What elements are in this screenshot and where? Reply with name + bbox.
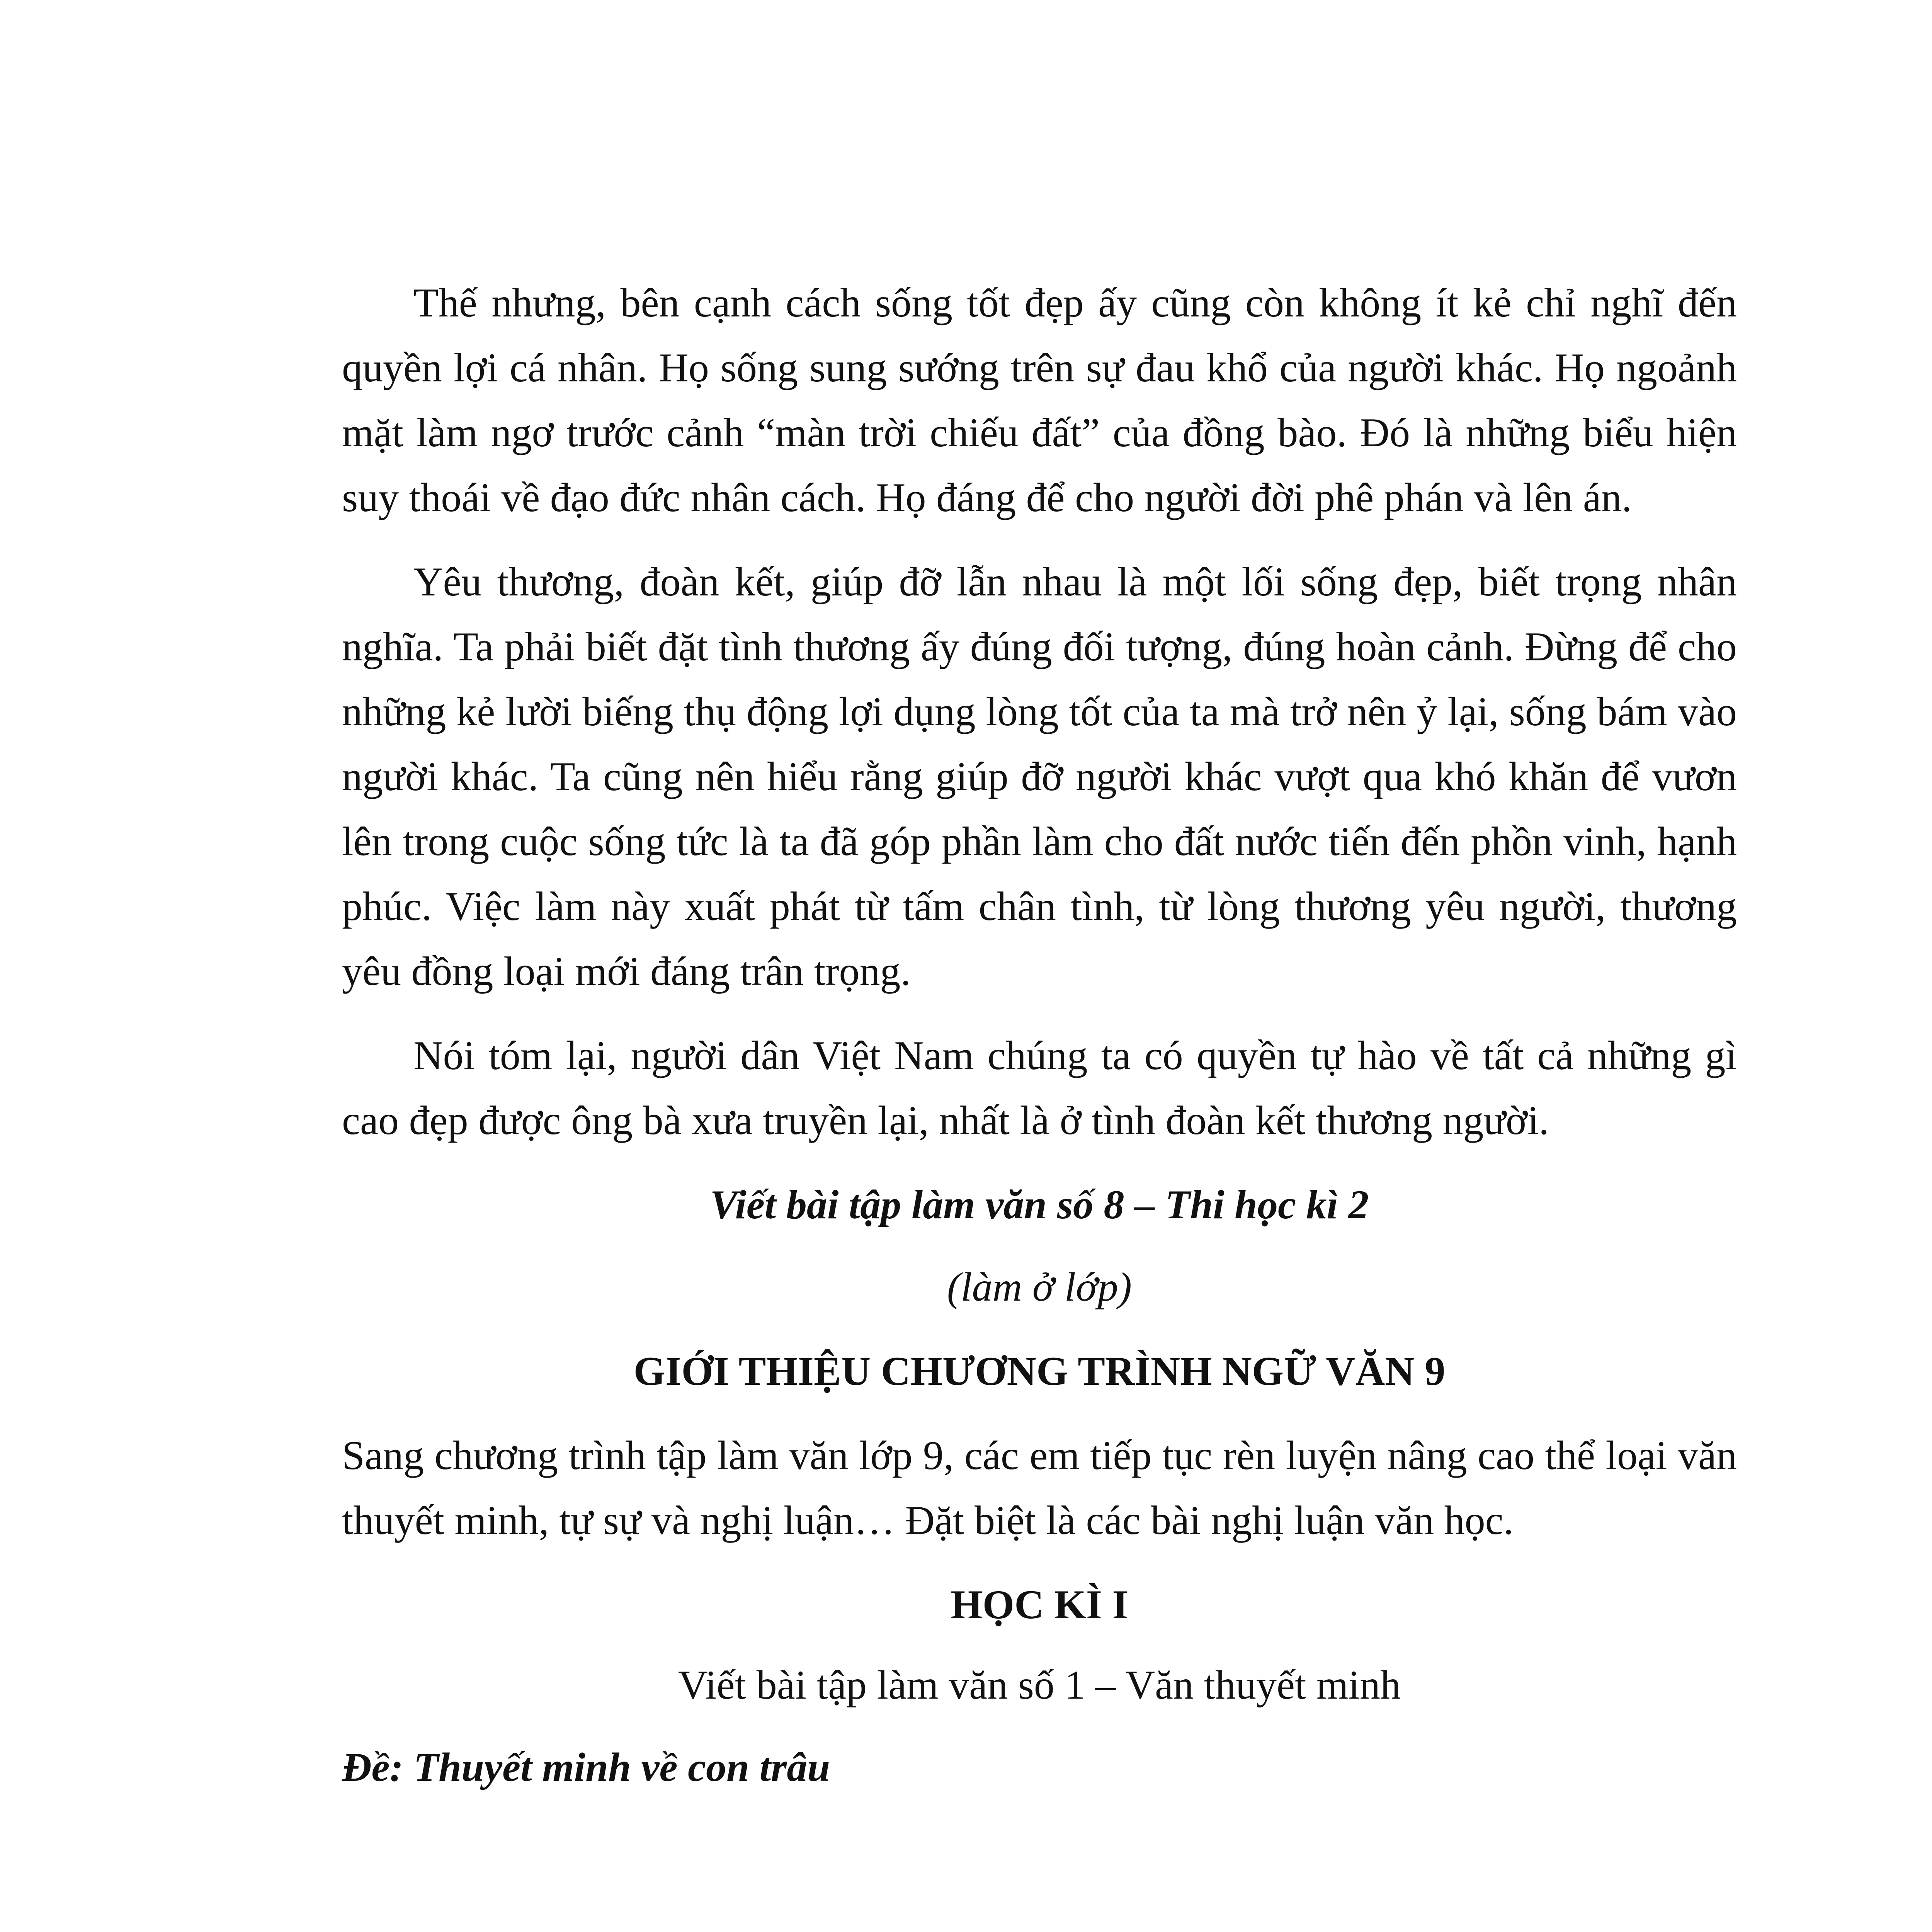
- assignment-heading: Viết bài tập làm văn số 8 – Thi học kì 2: [710, 1182, 1369, 1227]
- assignment-1-heading: Viết bài tập làm văn số 1 – Văn thuyết minh: [678, 1662, 1401, 1708]
- paragraph-solidarity: Yêu thương, đoàn kết, giúp đỡ lẫn nhau là một lối sống đẹp, biết trọng nhân nghĩa. Ta phải biết đặt tình thương ấy đúng đối tượng, đúng hoàn cảnh. Đừng để cho những kẻ lười biếng thụ động lợi dụng lòng tốt của ta mà trở nên ỷ lại, sống bám vào người khác. Ta cũng nên hiểu rằng giúp đỡ người khác vượt qua khó khăn để vươn lên trong cuộc sống tức là ta đã góp phần làm cho đất nước tiến đến phồn vinh, hạnh phúc. Việc làm này xuất phát từ tấm chân tình, từ lòng thương yêu người, thương yêu đồng loại mới đáng trân trọng.: [342, 559, 1737, 994]
- page-content: [342, 270, 1737, 1932]
- semester-heading: HỌC KÌ I: [951, 1582, 1128, 1627]
- paragraph-moral-decline: Thế nhưng, bên cạnh cách sống tốt đẹp ấy cũng còn không ít kẻ chỉ nghĩ đến quyền lợi cá nhân. Họ sống sung sướng trên sự đau khổ của người khác. Họ ngoảnh mặt làm ngơ trước cảnh “màn trời chiếu đất” của đồng bào. Đó là những biểu hiện suy thoái về đạo đức nhân cách. Họ đáng để cho người đời phê phán và lên án.: [342, 280, 1737, 520]
- reference-title: [342, 1923, 1737, 1932]
- program-intro: Sang chương trình tập làm văn lớp 9, các em tiếp tục rèn luyện nâng cao thể loại văn thuyết minh, tự sự và nghị luận… Đặt biệt là các bài nghị luận văn học.: [342, 1433, 1737, 1543]
- paragraph-conclusion: Nói tóm lại, người dân Việt Nam chúng ta có quyền tự hào về tất cả những gì cao đẹp được ông bà xưa truyền lại, nhất là ở tình đoàn kết thương người.: [342, 1033, 1737, 1143]
- essay-topic: Đề: Thuyết minh về con trâu: [342, 1745, 830, 1790]
- program-title: GIỚI THIỆU CHƯƠNG TRÌNH NGỮ VĂN 9: [633, 1349, 1446, 1394]
- assignment-note: (làm ở lớp): [947, 1264, 1132, 1310]
